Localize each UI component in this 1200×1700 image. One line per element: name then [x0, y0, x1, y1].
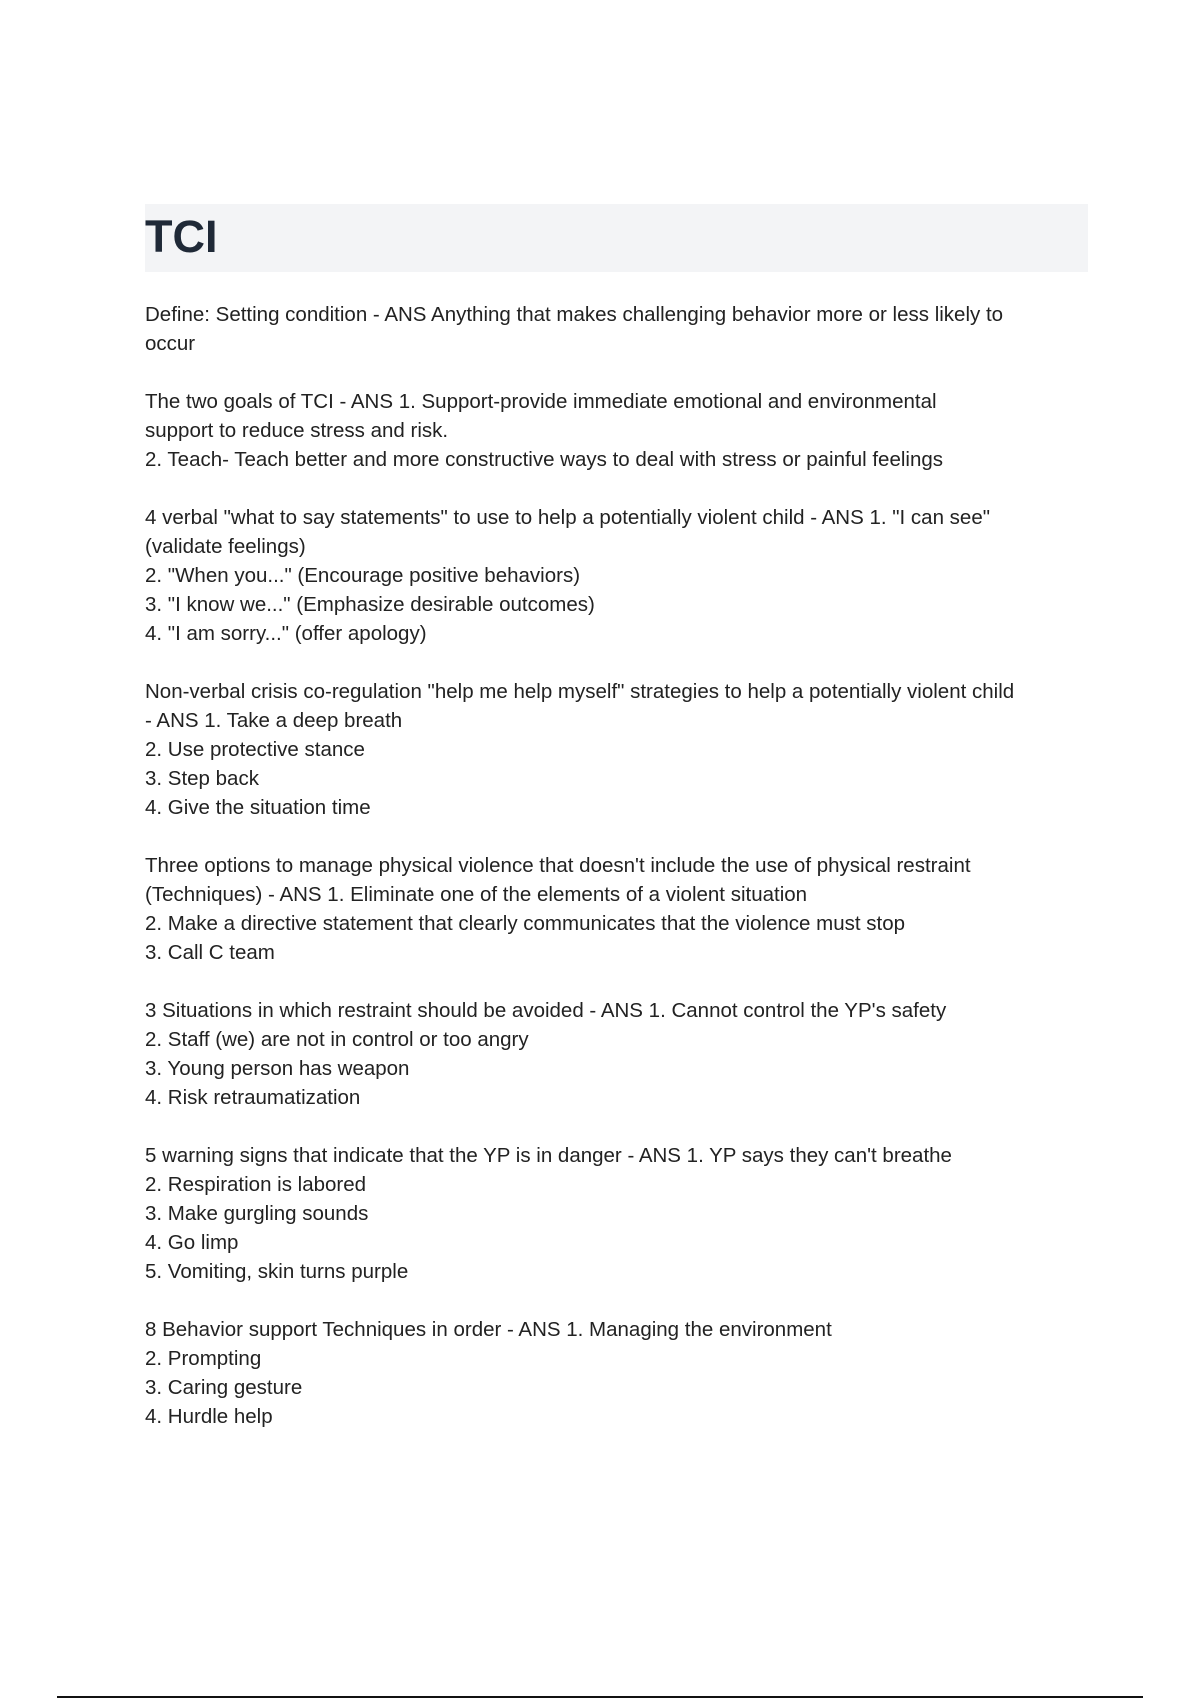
title-band: [145, 204, 1088, 272]
text-line: The two goals of TCI - ANS 1. Support-provide immediate emotional and environmental: [145, 390, 937, 413]
text-line: 3. "I know we..." (Emphasize desirable outcomes): [145, 593, 595, 616]
text-line: 5. Vomiting, skin turns purple: [145, 1260, 409, 1283]
text-line: support to reduce stress and risk.: [145, 419, 449, 442]
text-line: - ANS 1. Take a deep breath: [145, 709, 403, 732]
qa-entry: [145, 387, 1090, 474]
qa-entry: [145, 996, 1090, 1112]
text-line: 2. Respiration is labored: [145, 1173, 367, 1196]
text-line: 3 Situations in which restraint should be avoided - ANS 1. Cannot control the YP's safety: [145, 999, 947, 1022]
text-line: 3. Step back: [145, 767, 259, 790]
text-line: 5 warning signs that indicate that the YP is in danger - ANS 1. YP says they can't breathe: [145, 1144, 952, 1167]
qa-entry: [145, 677, 1090, 822]
qa-entry: [145, 300, 1090, 358]
text-line: (Techniques) - ANS 1. Eliminate one of the elements of a violent situation: [145, 883, 808, 906]
text-line: 8 Behavior support Techniques in order - ANS 1. Managing the environment: [145, 1318, 832, 1341]
text-line: 4. Give the situation time: [145, 796, 371, 819]
footer-divider: [57, 1696, 1143, 1698]
text-line: 4. Risk retraumatization: [145, 1086, 361, 1109]
text-line: Non-verbal crisis co-regulation "help me help myself" strategies to help a potentially violent child: [145, 680, 1015, 703]
text-line: 2. Teach- Teach better and more constructive ways to deal with stress or painful feelings: [145, 448, 944, 471]
text-line: 4. Hurdle help: [145, 1405, 273, 1428]
text-line: 3. Caring gesture: [145, 1376, 303, 1399]
qa-entry: [145, 851, 1090, 967]
text-line: 2. Prompting: [145, 1347, 262, 1370]
qa-entry: [145, 1315, 1090, 1431]
text-line: 2. Use protective stance: [145, 738, 365, 761]
text-line: (validate feelings): [145, 535, 306, 558]
text-line: 4 verbal "what to say statements" to use to help a potentially violent child - ANS 1. "I can see": [145, 506, 991, 529]
text-line: 3. Call C team: [145, 941, 275, 964]
text-line: Define: Setting condition - ANS Anything that makes challenging behavior more or less likely to: [145, 303, 1004, 326]
qa-entry: [145, 503, 1090, 648]
document-title: TCI: [145, 211, 218, 262]
text-line: 4. "I am sorry..." (offer apology): [145, 622, 427, 645]
text-line: 3. Make gurgling sounds: [145, 1202, 369, 1225]
text-line: 2. "When you..." (Encourage positive behaviors): [145, 564, 581, 587]
document-body: [145, 300, 1090, 1460]
qa-entry: [145, 1141, 1090, 1286]
text-line: 2. Staff (we) are not in control or too angry: [145, 1028, 529, 1051]
text-line: 4. Go limp: [145, 1231, 239, 1254]
text-line: occur: [145, 332, 196, 355]
text-line: 3. Young person has weapon: [145, 1057, 410, 1080]
text-line: 2. Make a directive statement that clearly communicates that the violence must stop: [145, 912, 905, 935]
text-line: Three options to manage physical violence that doesn't include the use of physical restraint: [145, 854, 971, 877]
